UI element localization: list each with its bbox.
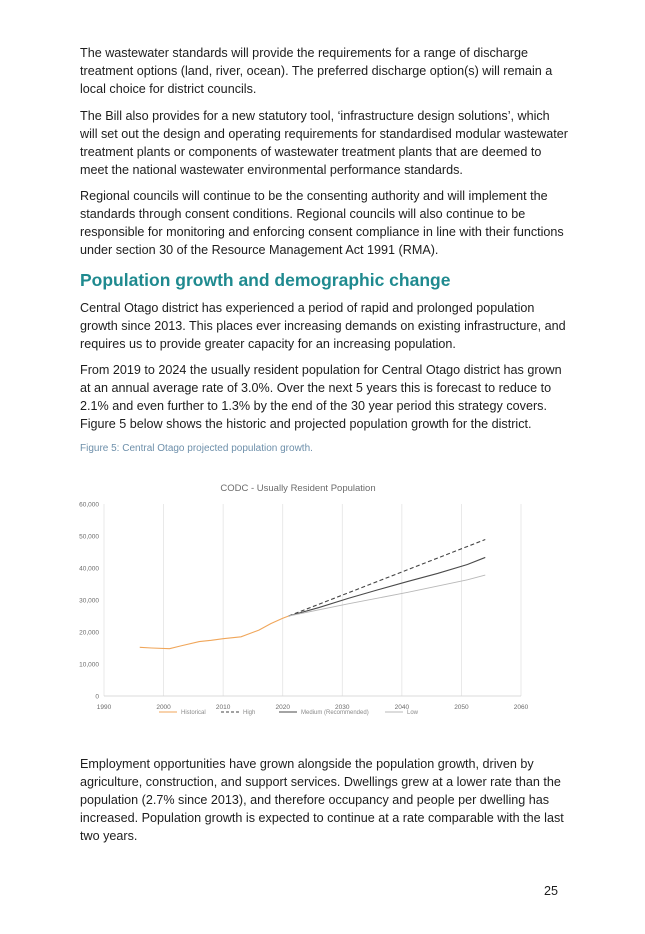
population-chart-svg [76, 464, 546, 726]
x-tick-label: 2010 [215, 703, 231, 711]
y-tick-label: 40,000 [79, 564, 99, 572]
legend-label: Historical [181, 709, 206, 716]
section-heading: Population growth and demographic change [80, 269, 451, 290]
x-tick-label: 1990 [96, 703, 112, 711]
x-tick-label: 2040 [394, 703, 410, 711]
y-tick-label: 10,000 [79, 660, 99, 668]
series-line-low [289, 575, 486, 616]
paragraph-employment: Employment opportunities have grown alongside the population growth, driven by agriculture, construction, and support services. Dwellings grew at a lower rate than the population (2.7% since 2013), and therefore occupancy and people per dwelling has increased. Population growth is expected to continue at a rate comparable with the last two years. [80, 757, 564, 843]
figure-caption: Figure 5: Central Otago projected population growth. [80, 442, 313, 454]
x-tick-label: 2020 [275, 703, 290, 711]
page-number: 25 [544, 884, 559, 898]
x-tick-label: 2050 [454, 703, 469, 711]
series-line-high [289, 539, 486, 615]
y-tick-label: 60,000 [79, 500, 99, 508]
paragraph-infrastructure-design: The Bill also provides for a new statutory tool, ‘infrastructure design solutions’, which will set out the design and operating requirements for standardised modular wastewater treatment plants or components of wastewater treatment plants that are deemed to meet the national wastewater environmental performance standards. [80, 108, 568, 177]
legend-label: Low [407, 709, 419, 716]
series-line-medium-recommended [289, 557, 486, 616]
paragraph-growth-since-2013: Central Otago district has experienced a period of rapid and prolonged population growth since 2013. This places ever increasing demands on existing infrastructure, and requires us to provide greater capacity for an increasing population. [80, 300, 566, 351]
y-tick-label: 50,000 [79, 532, 99, 540]
page-content [80, 44, 568, 726]
chart-title: CODC - Usually Resident Population [220, 482, 376, 494]
y-tick-label: 0 [95, 692, 99, 700]
page-content-bottom [80, 755, 568, 854]
chart-grid [104, 504, 521, 696]
y-tick-label: 20,000 [79, 628, 99, 636]
population-chart [76, 464, 546, 726]
legend-label: High [243, 709, 256, 716]
y-tick-label: 30,000 [79, 596, 99, 604]
paragraph-growth-rates: From 2019 to 2024 the usually resident population for Central Otago district has grown at an annual average rate of 3.0%. Over the next 5 years this is forecast to reduce to 2.1% and even further to 1.3% by the end of the 30 year period this strategy covers. Figure 5 below shows the historic and projected population growth for the district. [80, 363, 562, 431]
paragraph-discharge-options: The wastewater standards will provide the requirements for a range of discharge treatment options (land, river, ocean). The preferred discharge option(s) will remain a local choice for district councils. [80, 46, 553, 96]
x-tick-label: 2060 [513, 703, 529, 711]
legend-label: Medium (Recommended) [301, 709, 369, 716]
chart-series [140, 539, 486, 648]
paragraph-regional-councils: Regional councils will continue to be the consenting authority and will implement the standards through consent conditions. Regional councils will also continue to be responsible for monitoring and enforcing consent compliance in line with their functions under section 30 of the Resource Management Act 1991 (RMA). [80, 189, 564, 257]
x-tick-label: 2000 [156, 703, 171, 711]
x-tick-label: 2030 [335, 703, 350, 711]
series-line-historical [140, 616, 289, 649]
